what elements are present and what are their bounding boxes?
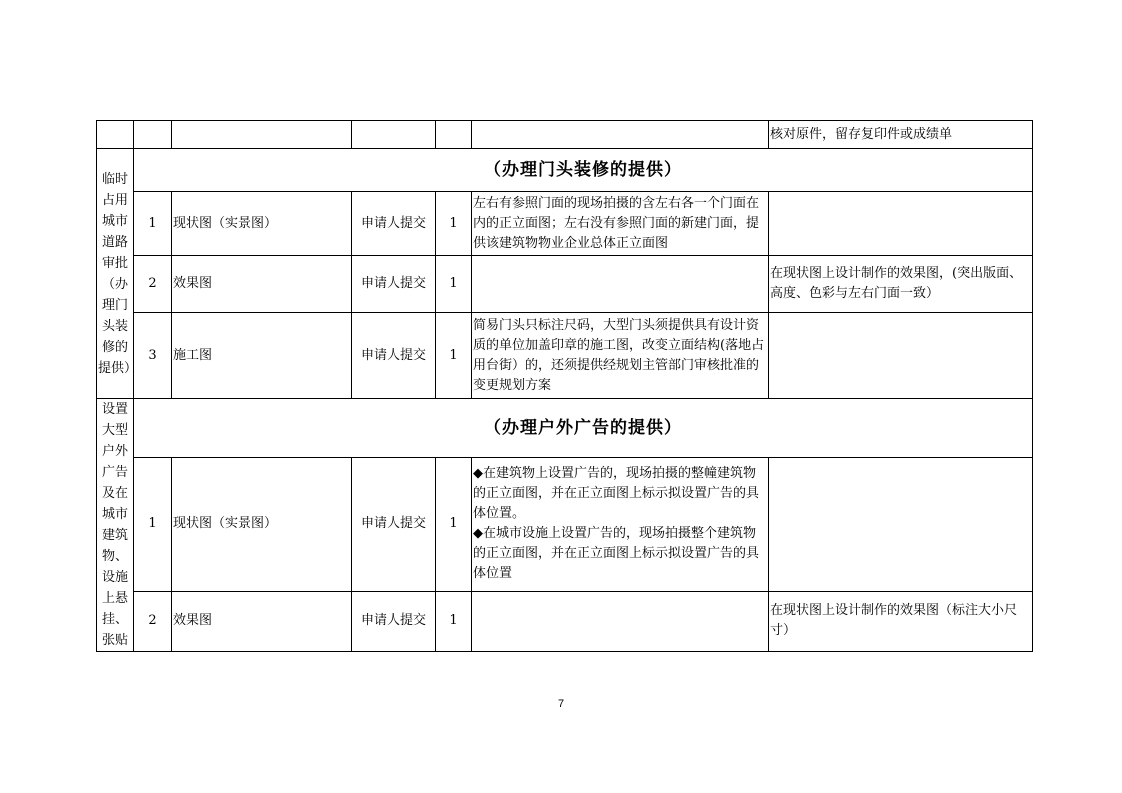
table-cell xyxy=(134,121,172,149)
copies: 1 xyxy=(436,591,472,651)
section-header-row xyxy=(97,149,1033,192)
material-source: 申请人提交 xyxy=(352,458,436,591)
requirement-item: ◆在城市设施上设置广告的，现场拍摄整个建筑物的正立面图，并在正立面图上标示拟设置广告的具体位置 xyxy=(473,526,760,582)
material-source: 申请人提交 xyxy=(352,256,436,313)
table-cell xyxy=(472,121,769,149)
material-source: 申请人提交 xyxy=(352,313,436,399)
note-cell: 在现状图上设计制作的效果图，(突出版面、高度、色彩与左右门面一致） xyxy=(769,256,1033,313)
category-cell: 临时占用城市道路审批（办理门头装修的提供） xyxy=(97,149,134,399)
copies: 1 xyxy=(436,256,472,313)
material-name: 效果图 xyxy=(172,591,352,651)
note-cell: 核对原件，留存复印件或成绩单 xyxy=(769,121,1033,149)
requirement xyxy=(472,256,769,313)
table-row xyxy=(97,192,1033,256)
note-cell: 在现状图上设计制作的效果图（标注大小尺寸） xyxy=(769,591,1033,651)
requirement xyxy=(472,591,769,651)
row-number: 3 xyxy=(134,313,172,399)
material-source: 申请人提交 xyxy=(352,192,436,256)
row-number: 2 xyxy=(134,256,172,313)
material-name: 现状图（实景图） xyxy=(172,192,352,256)
materials-table xyxy=(96,120,1033,652)
category-cell: 设置大型户外广告及在城市建筑物、设施上悬挂、张贴 xyxy=(97,399,134,652)
note-cell xyxy=(769,192,1033,256)
requirement: 简易门头只标注尺码，大型门头须提供具有设计资质的单位加盖印章的施工图，改变立面结构(落地占用台街）的，还须提供经规划主管部门审核批准的变更规划方案 xyxy=(472,313,769,399)
material-name: 效果图 xyxy=(172,256,352,313)
note-cell xyxy=(769,313,1033,399)
copies: 1 xyxy=(436,458,472,591)
note-cell xyxy=(769,458,1033,591)
row-number: 1 xyxy=(134,458,172,591)
row-number: 2 xyxy=(134,591,172,651)
material-name: 现状图（实景图） xyxy=(172,458,352,591)
requirement xyxy=(472,458,769,591)
material-name: 施工图 xyxy=(172,313,352,399)
table-cell xyxy=(436,121,472,149)
table-cell xyxy=(97,121,134,149)
table-row xyxy=(97,458,1033,591)
table-row xyxy=(97,591,1033,651)
copies: 1 xyxy=(436,313,472,399)
copies: 1 xyxy=(436,192,472,256)
section-header: （办理门头装修的提供） xyxy=(134,149,1033,192)
material-source: 申请人提交 xyxy=(352,591,436,651)
section-header-row xyxy=(97,399,1033,458)
row-number: 1 xyxy=(134,192,172,256)
page-number: 7 xyxy=(557,698,565,710)
table-row xyxy=(97,313,1033,399)
table-cell xyxy=(172,121,352,149)
section-header: （办理户外广告的提供） xyxy=(134,399,1033,458)
table-row xyxy=(97,121,1033,149)
table-cell xyxy=(352,121,436,149)
table-row xyxy=(97,256,1033,313)
requirement-item: ◆在建筑物上设置广告的，现场拍摄的整幢建筑物的正立面图，并在正立面图上标示拟设置广告的具体位置。 xyxy=(473,466,760,522)
requirement: 左右有参照门面的现场拍摄的含左右各一个门面在内的正立面图；左右没有参照门面的新建门面，提供该建筑物物业企业总体正立面图 xyxy=(472,192,769,256)
